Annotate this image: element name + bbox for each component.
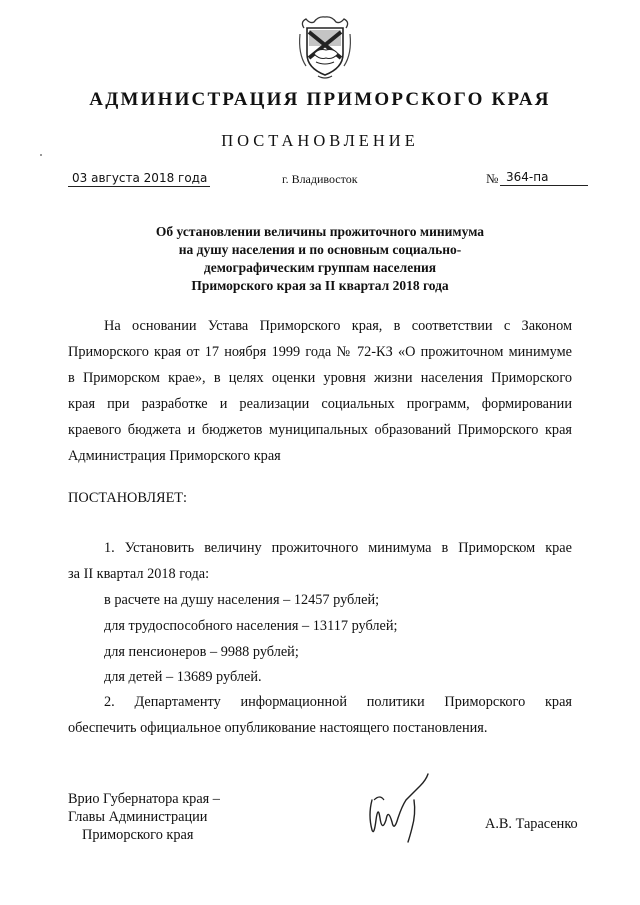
value-pensioners: для пенсионеров – 9988 рублей;	[104, 644, 299, 660]
value-working-age: для трудоспособного населения – 13117 рублей;	[104, 618, 398, 634]
item-2-line: 2. Департаменту информационной политики Приморского края	[104, 694, 572, 710]
organization-name: АДМИНИСТРАЦИЯ ПРИМОРСКОГО КРАЯ	[89, 89, 551, 110]
preamble-line: в Приморском крае», в целях оценки уровня жизни населения Приморского	[68, 370, 572, 386]
preamble-line: Приморского края от 17 ноября 1999 года № 72-КЗ «О прожиточном минимуме	[68, 344, 572, 360]
signer-name: А.В. Тарасенко	[485, 816, 578, 832]
preamble-line: краевого бюджета и бюджетов муниципальных образований Приморского края	[68, 422, 572, 438]
item-2-line: обеспечить официальное опубликование настоящего постановления.	[68, 720, 488, 736]
margin-mark	[40, 154, 42, 156]
coat-of-arms-emblem	[296, 14, 354, 80]
preamble-line: На основании Устава Приморского края, в соответствии с Законом	[104, 318, 572, 334]
document-number: 364-па	[500, 170, 588, 186]
position-line: Главы Администрации	[68, 809, 208, 825]
document-city: г. Владивосток	[282, 172, 358, 186]
value-per-capita: в расчете на душу населения – 12457 рублей;	[104, 592, 380, 608]
title-line: Об установлении величины прожиточного минимума	[155, 224, 485, 239]
handwritten-signature	[362, 770, 442, 850]
signatory-position	[68, 790, 220, 844]
item-1-line: 1. Установить величину прожиточного минимума в Приморском крае	[104, 540, 572, 556]
preamble-line: края при разработке и реализации социальных программ, формировании	[68, 396, 572, 412]
decree-word: ПОСТАНОВЛЯЕТ:	[68, 490, 188, 506]
document-title	[120, 223, 520, 295]
document-type: ПОСТАНОВЛЕНИЕ	[221, 131, 419, 150]
title-line: Приморского края за II квартал 2018 года	[191, 278, 449, 293]
number-sign: №	[486, 171, 499, 186]
position-line: Врио Губернатора края –	[68, 791, 220, 807]
title-line: демографическим группам населения	[203, 260, 437, 275]
value-children: для детей – 13689 рублей.	[104, 669, 262, 685]
document-date: 03 августа 2018 года	[68, 171, 210, 187]
item-1-line: за II квартал 2018 года:	[68, 566, 210, 582]
preamble-line: Администрация Приморского края	[68, 448, 281, 464]
position-line: Приморского края	[82, 827, 194, 843]
title-line: на душу населения и по основным социально-	[178, 242, 462, 257]
